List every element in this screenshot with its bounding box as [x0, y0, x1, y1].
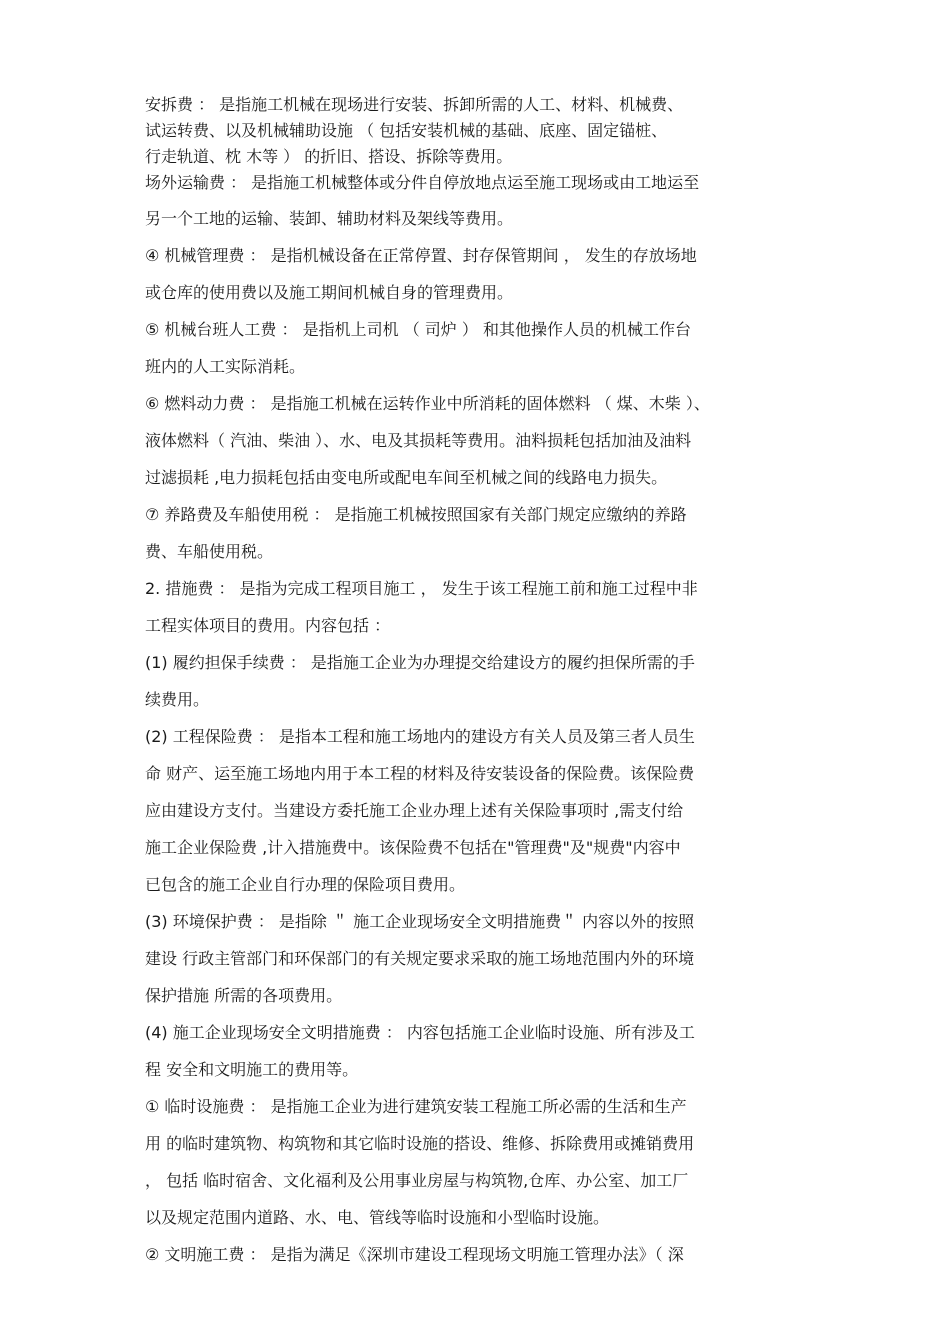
paragraph: [145, 1088, 815, 1236]
paragraph: [145, 644, 815, 718]
paragraph: [145, 1014, 815, 1088]
text-line: ， 包括 临时宿舍、文化福利及公用事业房屋与构筑物,仓库、办公室、加工厂: [145, 1171, 689, 1190]
text-line: 应由建设方支付。当建设方委托施工企业办理上述有关保险事项时 ,需支付给: [145, 801, 684, 820]
text-line: (4) 施工企业现场安全文明措施费 ： 内容包括施工企业临时设施、所有涉及工: [145, 1023, 695, 1042]
text-line: 液体燃料（ 汽油、柴油 ）、水、电及其损耗等费用。油料损耗包括加油及油料: [145, 431, 692, 450]
text-line: 场外运输费 ： 是指施工机械整体或分件自停放地点运至施工现场或由工地运至: [145, 173, 700, 192]
text-line: 以及规定范围内道路、水、电、管线等临时设施和小型临时设施。: [145, 1208, 610, 1227]
text-line: 用 的临时建筑物、构筑物和其它临时设施的搭设、维修、拆除费用或摊销费用: [145, 1134, 695, 1153]
text-line: (2) 工程保险费 ： 是指本工程和施工场地内的建设方有关人员及第三者人员生: [145, 727, 695, 746]
text-line: 2. 措施费 ： 是指为完成工程项目施工 ， 发生于该工程施工前和施工过程中非: [145, 579, 698, 598]
document-page: [145, 92, 815, 1273]
text-line: 另一个工地的运输、装卸、辅助材料及架线等费用。: [145, 209, 514, 228]
paragraph: [145, 385, 815, 496]
paragraph: [145, 1236, 815, 1273]
text-line: 费、车船使用税。: [145, 542, 274, 561]
text-line: 续费用。: [145, 690, 210, 709]
paragraph: [145, 311, 815, 385]
paragraph: [145, 718, 815, 903]
text-line: 行走轨道、枕 木等 ） 的折旧、搭设、拆除等费用。: [145, 147, 513, 166]
paragraph: [145, 200, 815, 237]
text-line: 安拆费 ： 是指施工机械在现场进行安装、拆卸所需的人工、材料、机械费、: [145, 95, 684, 114]
text-line: 保护措施 所需的各项费用。: [145, 986, 343, 1005]
text-line: ⑦ 养路费及车船使用税 ： 是指施工机械按照国家有关部门规定应缴纳的养路: [145, 505, 687, 524]
text-line: ② 文明施工费 ： 是指为满足《深圳市建设工程现场文明施工管理办法》（ 深: [145, 1245, 684, 1264]
text-line: 工程实体项目的费用。内容包括 ：: [145, 616, 391, 635]
text-line: ① 临时设施费 ： 是指施工企业为进行建筑安装工程施工所必需的生活和生产: [145, 1097, 687, 1116]
text-line: 过滤损耗 ,电力损耗包括由变电所或配电车间至机械之间的线路电力损失。: [145, 468, 668, 487]
paragraph: [145, 903, 815, 1014]
text-line: (1) 履约担保手续费 ： 是指施工企业为办理提交给建设方的履约担保所需的手: [145, 653, 695, 672]
text-line: 试运转费、以及机械辅助设施 （ 包括安装机械的基础、底座、固定锚桩、: [145, 121, 668, 140]
paragraph: [145, 496, 815, 570]
text-line: 或仓库的使用费以及施工期间机械自身的管理费用。: [145, 283, 514, 302]
intro-block: [145, 92, 815, 196]
text-line: 已包含的施工企业自行办理的保险项目费用。: [145, 875, 466, 894]
text-line: 班内的人工实际消耗。: [145, 357, 306, 376]
text-line: 程 安全和文明施工的费用等。: [145, 1060, 359, 1079]
paragraph: [145, 570, 815, 644]
text-line: ⑤ 机械台班人工费 ： 是指机上司机 （ 司炉 ） 和其他操作人员的机械工作台: [145, 320, 691, 339]
paragraph: [145, 237, 815, 311]
text-line: 施工企业保险费 ,计入措施费中。该保险费不包括在"管理费"及"规费"内容中: [145, 838, 681, 857]
text-line: ④ 机械管理费 ： 是指机械设备在正常停置、封存保管期间 ， 发生的存放场地: [145, 246, 697, 265]
text-line: 建设 行政主管部门和环保部门的有关规定要求采取的施工场地范围内外的环境: [145, 949, 695, 968]
text-line: 命 财产、运至施工场地内用于本工程的材料及待安装设备的保险费。该保险费: [145, 764, 695, 783]
text-line: (3) 环境保护费 ： 是指除 ＂ 施工企业现场安全文明措施费＂ 内容以外的按照: [145, 912, 695, 931]
text-line: ⑥ 燃料动力费 ： 是指施工机械在运转作业中所消耗的固体燃料 （ 煤、木柴 ）、: [145, 394, 710, 413]
